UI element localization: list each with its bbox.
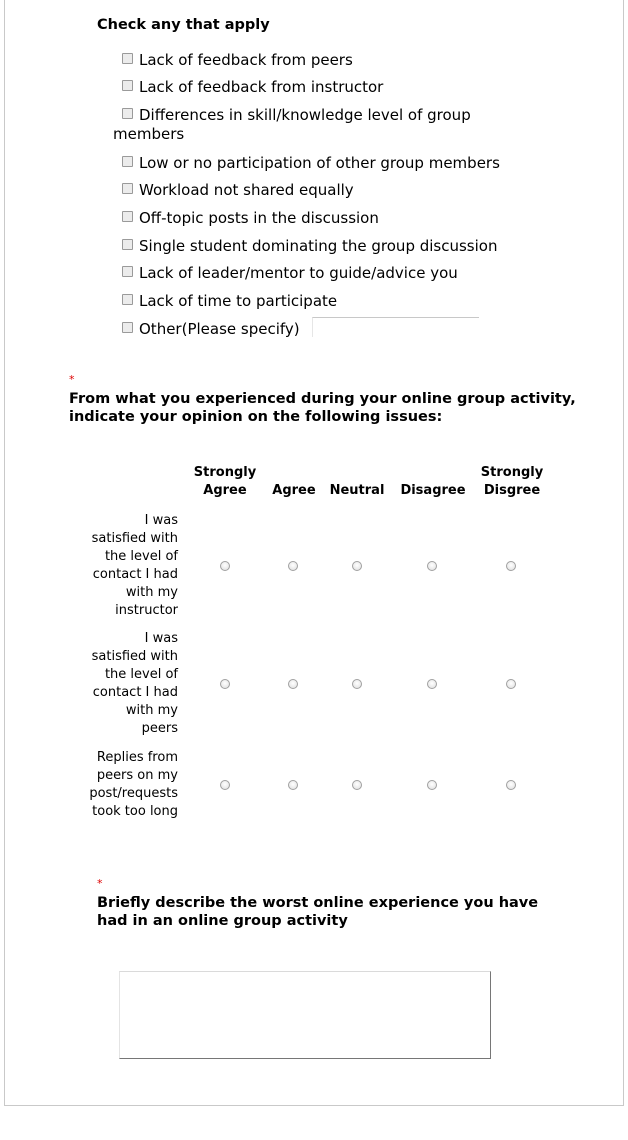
radio-r3-neutral[interactable] <box>352 780 362 790</box>
radio-r1-neutral[interactable] <box>352 561 362 571</box>
row-label-peer-contact: I was satisfied with the level of contact I had with my peers <box>91 631 178 736</box>
required-marker: * <box>97 877 103 890</box>
q3-heading-line2: had in an online group activity <box>97 913 348 929</box>
option-dominating[interactable]: Single student dominating the group discussion <box>113 237 513 256</box>
col-agree: Agree <box>272 483 316 498</box>
radio-r3-strongly-disagree[interactable] <box>506 780 516 790</box>
radio-r3-disagree[interactable] <box>427 780 437 790</box>
row-label-reply-delay: Replies from peers on my post/requests took too long <box>89 750 178 819</box>
required-marker: * <box>69 373 75 386</box>
row-label-instructor-contact: I was satisfied with the level of contact I had with my instructor <box>91 513 178 618</box>
option-low-participation[interactable]: Low or no participation of other group members <box>113 154 513 173</box>
checkbox[interactable] <box>122 183 133 194</box>
col-strongly-agree: Strongly Agree <box>193 465 257 498</box>
option-other[interactable]: Other(Please specify) <box>113 320 313 339</box>
radio-r2-agree[interactable] <box>288 679 298 689</box>
checkbox[interactable] <box>122 80 133 91</box>
option-skill-differences[interactable]: Differences in skill/knowledge level of group members <box>113 106 471 143</box>
radio-r3-agree[interactable] <box>288 780 298 790</box>
col-neutral: Neutral <box>329 483 385 498</box>
worst-experience-textarea[interactable] <box>119 971 491 1059</box>
q1-heading: Check any that apply <box>97 17 270 33</box>
option-workload[interactable]: Workload not shared equally <box>113 181 513 200</box>
checkbox[interactable] <box>122 322 133 333</box>
checkbox[interactable] <box>122 108 133 119</box>
col-strongly-disagree: Strongly Disgree <box>480 465 544 498</box>
radio-r1-strongly-agree[interactable] <box>220 561 230 571</box>
q2-heading-line1: From what you experienced during your online group activity, <box>69 391 576 407</box>
radio-r2-disagree[interactable] <box>427 679 437 689</box>
radio-r1-strongly-disagree[interactable] <box>506 561 516 571</box>
radio-r1-agree[interactable] <box>288 561 298 571</box>
radio-r3-strongly-agree[interactable] <box>220 780 230 790</box>
q3-heading-line1: Briefly describe the worst online experience you have <box>97 895 539 911</box>
option-off-topic[interactable]: Off-topic posts in the discussion <box>113 209 513 228</box>
other-specify-input[interactable] <box>312 317 479 337</box>
checkbox[interactable] <box>122 53 133 64</box>
option-instructor-feedback[interactable]: Lack of feedback from instructor <box>113 78 513 97</box>
radio-r2-neutral[interactable] <box>352 679 362 689</box>
checkbox[interactable] <box>122 211 133 222</box>
option-peer-feedback[interactable]: Lack of feedback from peers <box>113 51 513 70</box>
q2-heading-line2: indicate your opinion on the following issues: <box>69 409 443 425</box>
checkbox[interactable] <box>122 239 133 250</box>
checkbox[interactable] <box>122 294 133 305</box>
radio-r2-strongly-disagree[interactable] <box>506 679 516 689</box>
option-lack-time[interactable]: Lack of time to participate <box>113 292 513 311</box>
radio-r2-strongly-agree[interactable] <box>220 679 230 689</box>
checkbox[interactable] <box>122 156 133 167</box>
option-no-leader[interactable]: Lack of leader/mentor to guide/advice you <box>113 264 513 283</box>
radio-r1-disagree[interactable] <box>427 561 437 571</box>
col-disagree: Disagree <box>400 483 466 498</box>
checkbox[interactable] <box>122 266 133 277</box>
